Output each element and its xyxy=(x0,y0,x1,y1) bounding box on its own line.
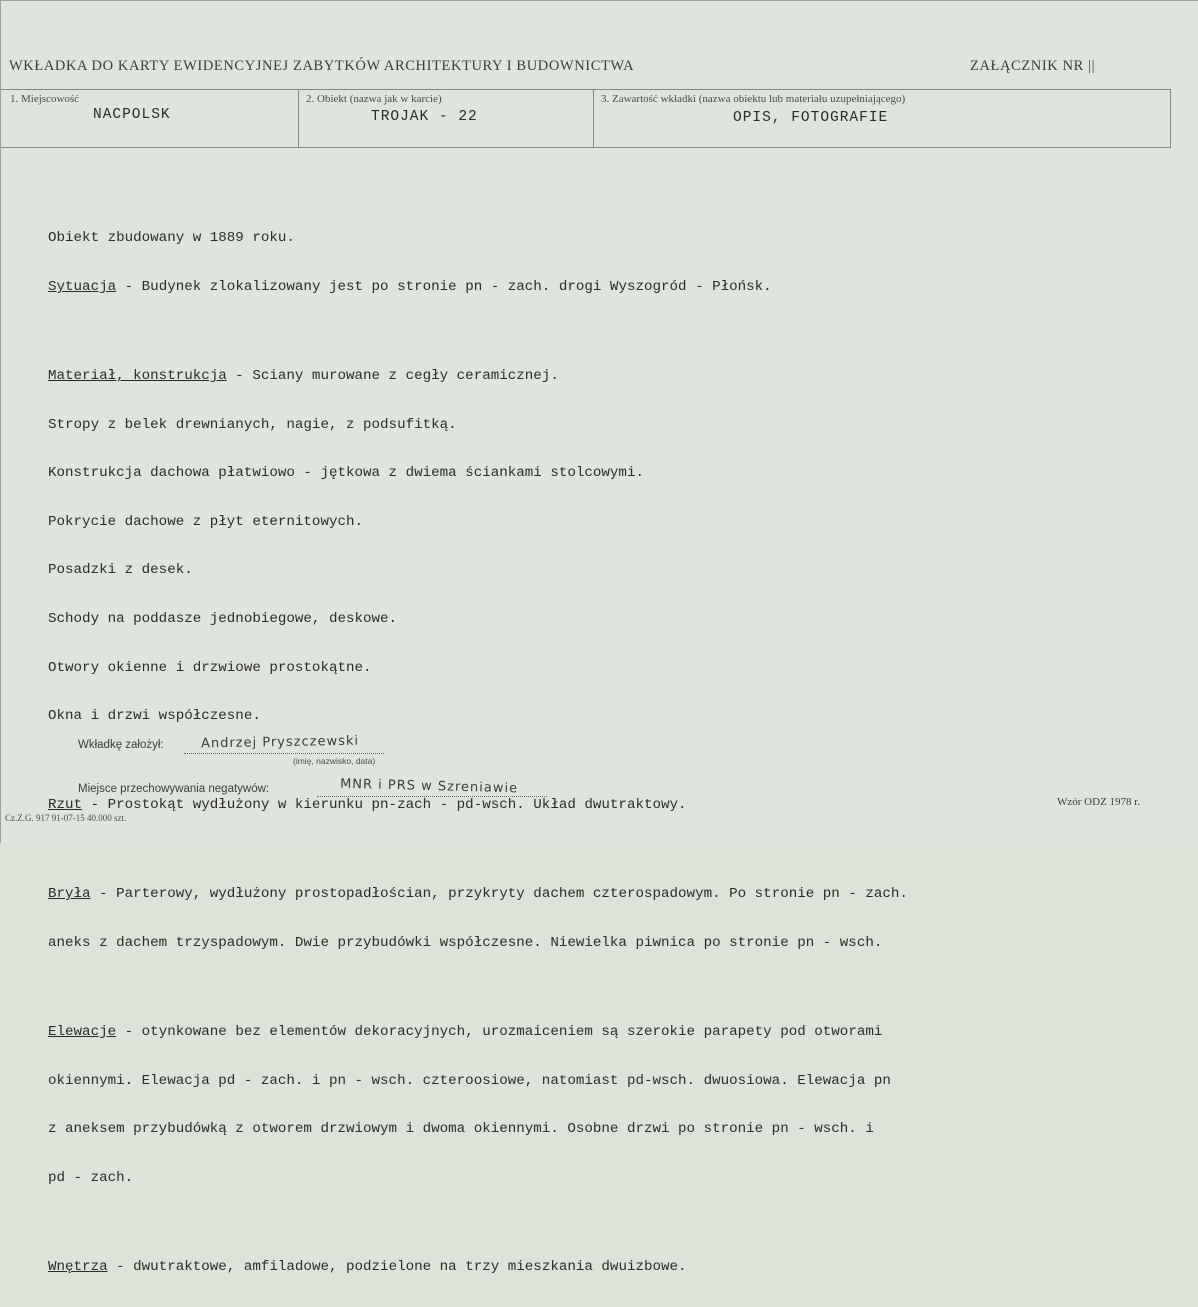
card-title: WKŁADKA DO KARTY EWIDENCYJNEJ ZABYTKÓW ARCHITEKTURY I BUDOWNICTWA xyxy=(9,58,635,74)
situation-line xyxy=(48,279,1138,295)
material-line-8: Okna i drzwi współczesne. xyxy=(48,708,261,725)
interiors-heading: Wnętrza xyxy=(48,1258,108,1275)
plan-heading: Rzut xyxy=(48,797,83,814)
field-object-value: TROJAK - 22 xyxy=(371,109,478,125)
interiors-line xyxy=(48,1259,1138,1275)
material-line-3: Konstrukcja dachowa płatwiowo - jętkowa z dwiema ściankami stolcowymi. xyxy=(48,465,644,482)
material-heading: Materiał, konstrukcja xyxy=(48,368,227,385)
column-divider-1 xyxy=(298,89,299,147)
material-line-2: Stropy z belek drewnianych, nagie, z podsufitką. xyxy=(48,416,457,433)
massing-line-2: aneks z dachem trzyspadowym. Dwie przybudówki współczesne. Niewielka piwnica po stronie pn - wsch. xyxy=(48,934,883,951)
massing-text-1: - Parterowy, wydłużony prostopadłościan, przykryty dachem czterospadowym. Po stronie pn - zach. xyxy=(90,886,908,903)
print-code: Cz.Z.G. 917 91-07-15 40.000 szt. xyxy=(5,813,127,823)
situation-text: - Budynek zlokalizowany jest po stronie pn - zach. drogi Wyszogród - Płońsk. xyxy=(116,279,772,296)
field-object-label: 2. Obiekt (nazwa jak w karcie) xyxy=(306,93,442,105)
column-divider-2 xyxy=(593,89,594,147)
elevations-text-1: - otynkowane bez elementów dekoracyjnych, urozmaiceniem są szerokie parapety pod otworami xyxy=(116,1023,883,1040)
massing-line-1 xyxy=(48,886,1138,902)
author-signature: Andrzej Pryszczewski xyxy=(200,733,360,752)
elevations-line-1 xyxy=(48,1024,1138,1040)
field-contents-label: 3. Zawartość wkładki (nazwa obiektu lub materiału uzupełniającego) xyxy=(601,93,906,105)
author-caption: (imię, nazwisko, data) xyxy=(293,756,376,766)
material-line-5: Posadzki z desek. xyxy=(48,562,193,579)
table-top-rule xyxy=(1,89,1171,90)
field-contents-value: OPIS, FOTOGRAFIE xyxy=(733,110,889,126)
field-locality-label: 1. Miejscowość xyxy=(10,93,80,105)
plan-line xyxy=(48,796,1141,814)
material-line-4: Pokrycie dachowe z płyt eternitowych. xyxy=(48,513,364,530)
situation-heading: Sytuacja xyxy=(48,279,117,296)
field-locality-value: NACPOLSK xyxy=(93,107,171,123)
material-line-6: Schody na poddasze jednobiegowe, deskowe. xyxy=(48,611,398,628)
material-line-7: Otwory okienne i drzwiowe prostokątne. xyxy=(48,659,372,676)
table-bottom-rule xyxy=(1,147,1171,148)
author-label: Wkładkę założył: xyxy=(78,739,164,751)
intro-line: Obiekt zbudowany w 1889 roku. xyxy=(48,230,295,247)
author-dotted-line xyxy=(184,752,384,754)
interiors-text: - dwutraktowe, amfiladowe, podzielone na trzy mieszkania dwuizbowe. xyxy=(107,1258,687,1275)
plan-text: - Prostokąt wydłużony w kierunku pn-zach - pd-wsch. Układ dwutraktowy. xyxy=(82,797,687,814)
elevations-line-2: okiennymi. Elewacja pd - zach. i pn - wsch. czteroosiowe, natomiast pd-wsch. dwuosiowa. Elewacja pn xyxy=(48,1072,891,1089)
negatives-label: Miejsce przechowywania negatywów: xyxy=(78,783,270,795)
material-line-1 xyxy=(48,368,1138,384)
elevations-heading: Elewacje xyxy=(48,1023,117,1040)
elevations-line-3: z aneksem przybudówką z otworem drzwiowym i dwoma okiennymi. Osobne drzwi po stronie pn - wsch. i xyxy=(48,1121,874,1138)
annex-number: ZAŁĄCZNIK NR || xyxy=(970,58,1096,74)
massing-heading: Bryła xyxy=(48,886,91,903)
column-divider-3 xyxy=(1170,89,1171,147)
form-model: Wzór ODZ 1978 r. xyxy=(1057,796,1141,808)
elevations-line-4: pd - zach. xyxy=(48,1169,134,1186)
material-text-1: - Sciany murowane z cegły ceramicznej. xyxy=(226,368,559,385)
negatives-location: MNR i PRS w Szreniawie xyxy=(339,776,519,797)
